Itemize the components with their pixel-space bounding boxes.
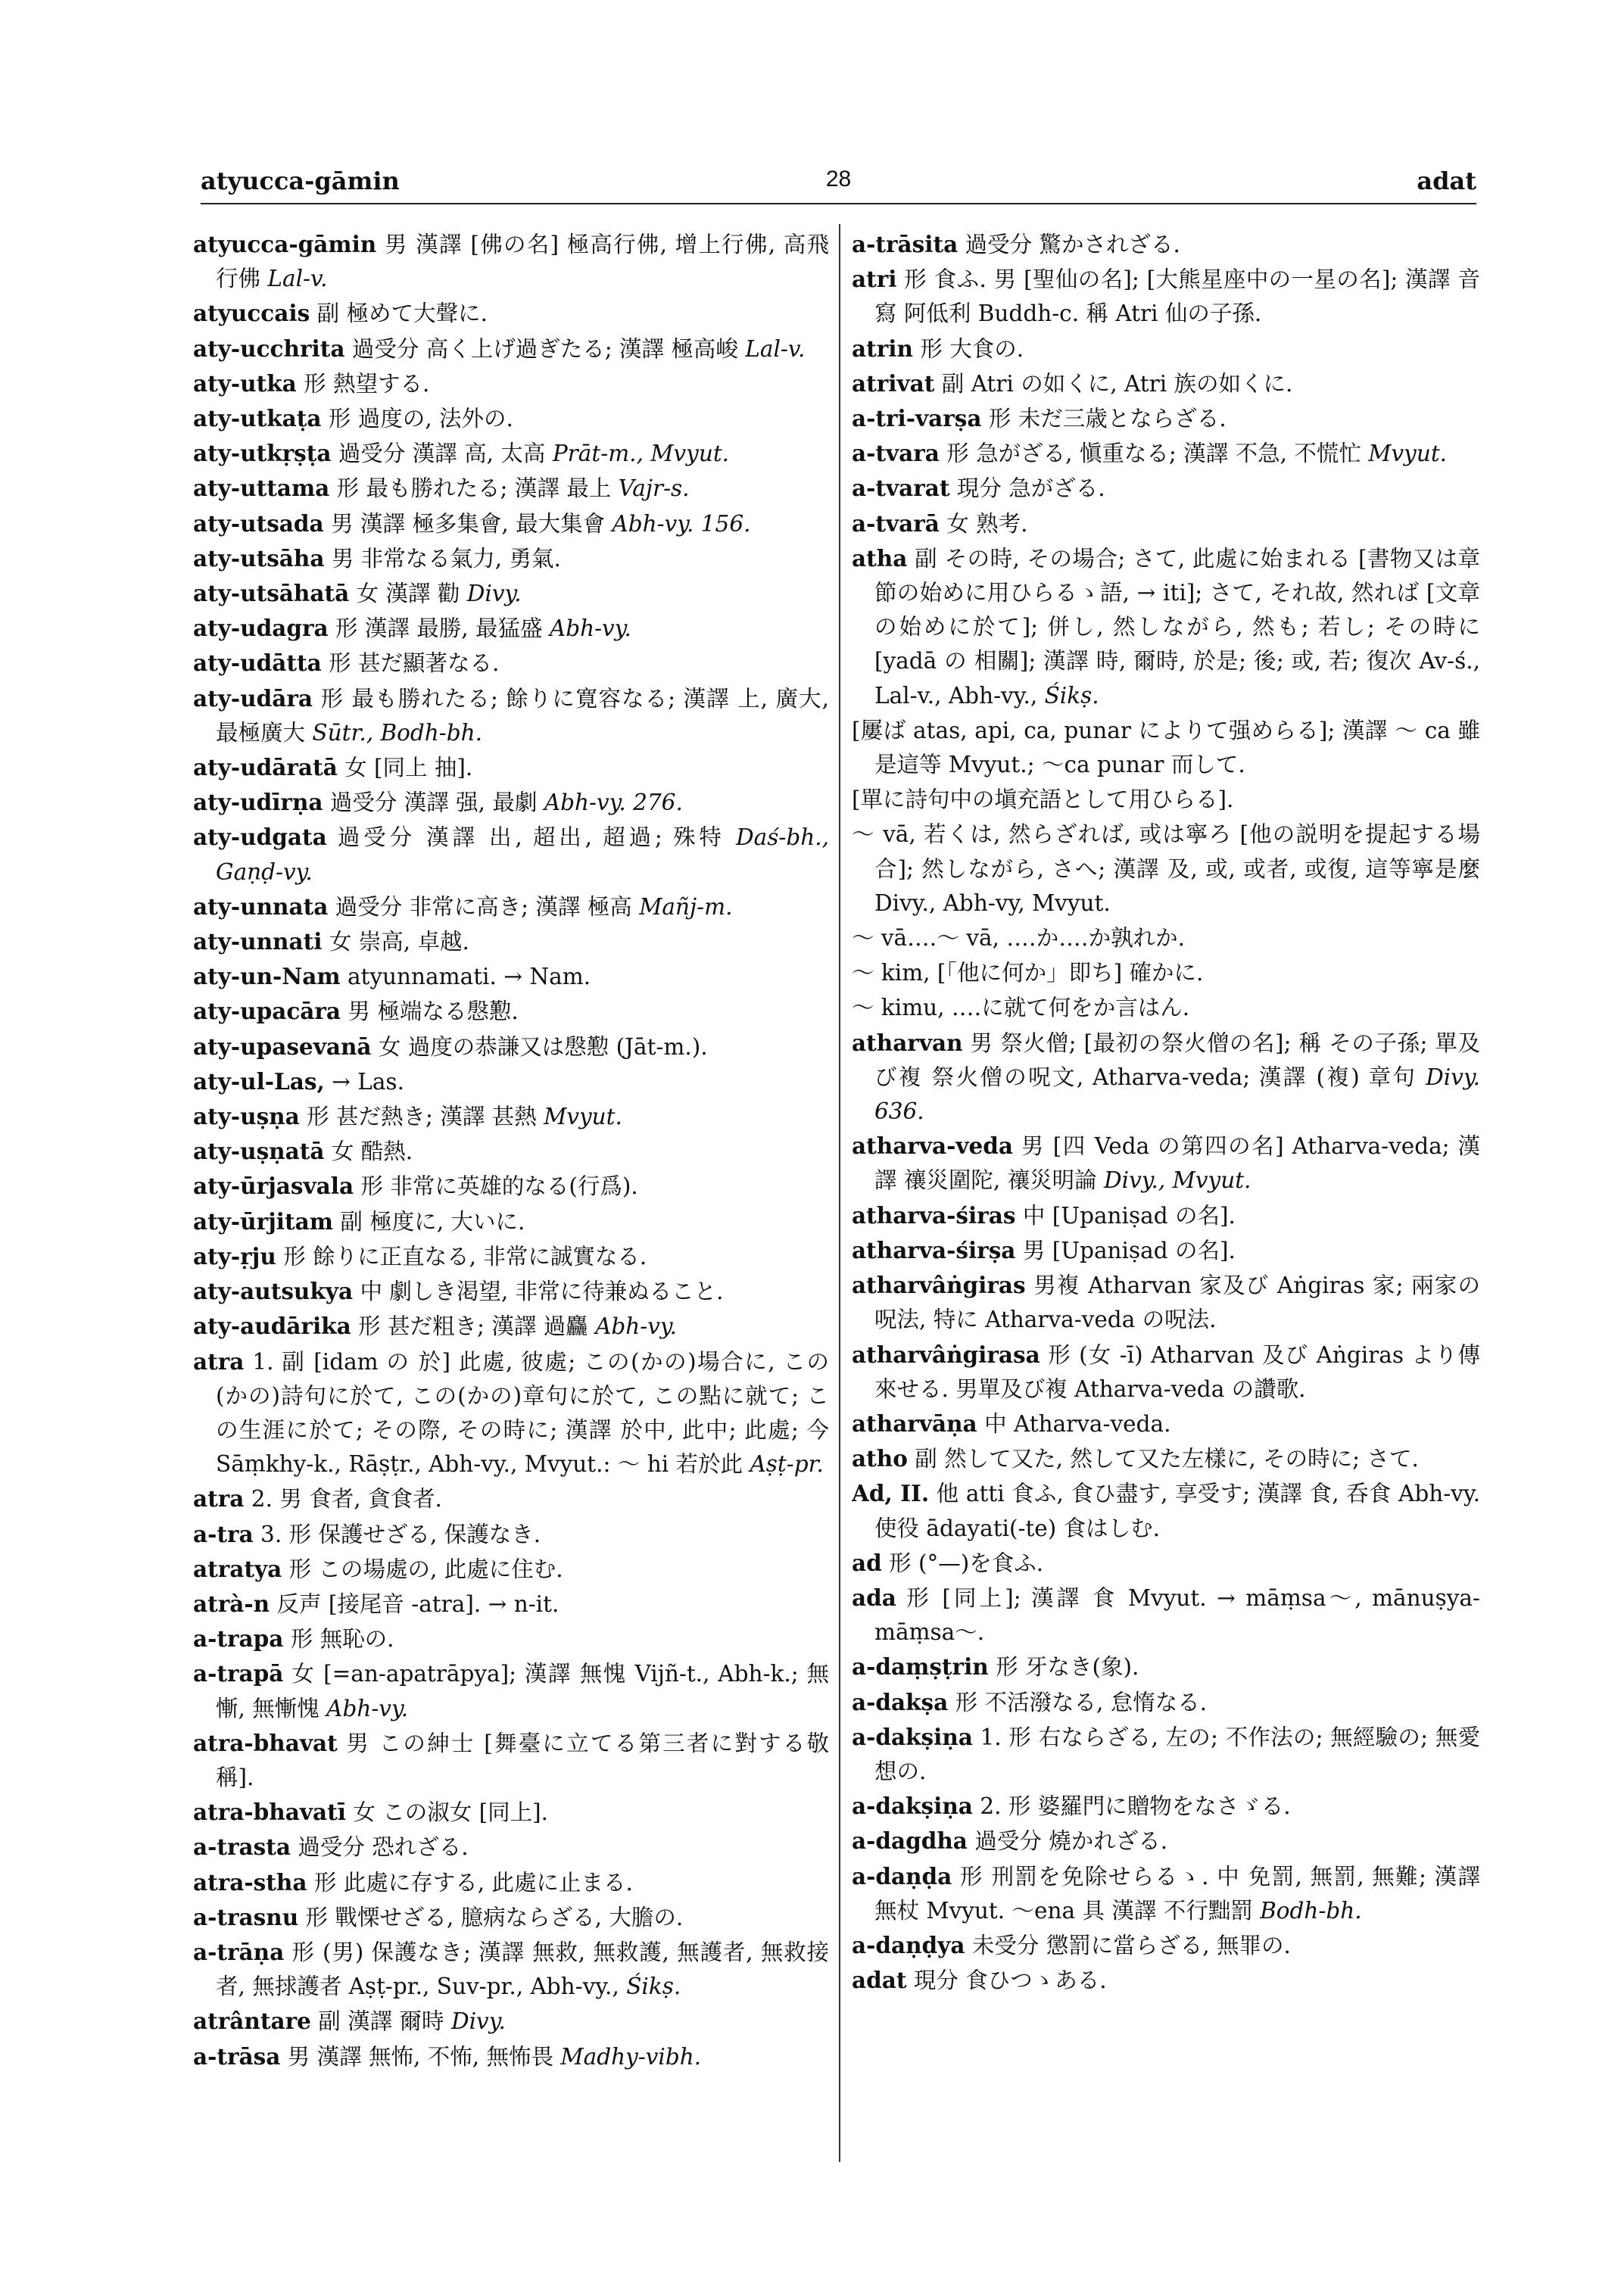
entry-definition: ～ kim, [「他に何か」即ち] 確かに.	[852, 960, 1204, 986]
dictionary-entry	[193, 296, 829, 331]
dictionary-entry	[852, 921, 1480, 955]
entry-definition: 過受分 非常に高き; 漢譯 極高	[335, 893, 632, 920]
dictionary-entry	[852, 1963, 1480, 1998]
dictionary-entry	[193, 1099, 829, 1134]
entry-definition: 1. 形 右ならざる, 左の; 不作法の; 無經驗の; 無愛想の.	[874, 1724, 1480, 1784]
dictionary-entry	[193, 227, 829, 296]
dictionary-entry	[852, 817, 1480, 921]
entry-headword: atra-bhavat	[193, 1729, 338, 1756]
entry-headword: a-trāṇa	[193, 1938, 285, 1965]
dictionary-entry	[193, 366, 829, 401]
entry-definition: 女 崇高, 卓越.	[329, 929, 469, 955]
entry-headword: atyuccais	[193, 300, 310, 327]
entry-definition: 男 この紳士 [舞臺に立てる第三者に對する敬稱].	[216, 1730, 829, 1790]
right-column	[852, 227, 1480, 2187]
entry-definition: 形 刑罰を免除せらるゝ. 中 免罰, 無罰, 無難; 漢譯 無杖 Mvyut. ～ena 具 漢譯 不行黜罰	[874, 1863, 1480, 1924]
entry-definition: 中 Atharva-veda.	[984, 1410, 1171, 1437]
entry-definition: 副 その時, その場合; さて, 此處に始まれる [書物又は章節の始めに用ひらるゝ語, → iti]; さて, それ故, 然れば [文章の始めに於て]; 併し, 然しながら, 然も; 若し; その時に [yadā の 相關]; 漢譯 時, 爾時, 於是; 後; 或, 若; 復次 Av-ś., Lal-v., Abh-vy.,	[874, 545, 1480, 709]
entry-definition: 過受分 驚かされざる.	[965, 232, 1180, 257]
entry-headword: atra-bhavatī	[193, 1799, 346, 1826]
dictionary-entry	[193, 889, 829, 924]
dictionary-entry	[852, 1268, 1480, 1337]
dictionary-entry	[193, 2039, 829, 2074]
entry-definition: 男複 Atharvan 家及び Aṅgiras 家; 兩家の呪法, 特に Atharva-veda の呪法.	[874, 1273, 1480, 1333]
entry-definition: 過受分 漢譯 强, 最劇	[329, 790, 538, 816]
entry-definition: 男 [四 Veda の第四の名] Atharva-veda; 漢譯 禳災圍陀, 禳災明論	[874, 1133, 1480, 1194]
entry-definition: ～ kimu, ‥‥に就て何をか言はん.	[852, 995, 1190, 1021]
entry-definition: 形 甚だ顯著なる.	[329, 650, 500, 677]
dictionary-entry	[193, 1309, 829, 1344]
entry-source: Abh-vy. 156.	[612, 510, 751, 537]
entry-definition: 副 然して又た, 然して又た左樣に, その時に; さて.	[915, 1446, 1419, 1472]
dictionary-entry	[852, 1407, 1480, 1441]
entry-headword: aty-ūrjasvala	[193, 1173, 354, 1200]
entry-headword: aty-audārika	[193, 1313, 351, 1340]
entry-definition: 2. 形 婆羅門に贈物をなさゞる.	[980, 1793, 1291, 1820]
dictionary-entry	[852, 541, 1480, 713]
dictionary-entry	[193, 1726, 829, 1795]
entry-definition: 形 最も勝れたる; 餘りに寛容なる; 漢譯 上, 廣大, 最極廣大	[216, 685, 829, 746]
entry-definition: 女 酷熱.	[331, 1139, 413, 1165]
dictionary-entry	[852, 1026, 1480, 1129]
entry-definition: 形 大食の.	[920, 335, 1024, 362]
dictionary-entry	[852, 1650, 1480, 1684]
dictionary-entry	[852, 366, 1480, 401]
dictionary-entry	[852, 1685, 1480, 1720]
dictionary-entry	[193, 1064, 829, 1099]
dictionary-entry	[852, 227, 1480, 262]
entry-headword: aty-udāratā	[193, 754, 338, 781]
entry-definition: 形 戰慄せざる, 臆病ならざる, 大膽の.	[305, 1904, 684, 1930]
entry-headword: aty-utsāha	[193, 544, 325, 572]
dictionary-entry	[852, 1928, 1480, 1963]
entry-definition: 形 この場處の, 此處に住む.	[288, 1556, 563, 1582]
entry-source: Divy., Mvyut.	[1104, 1167, 1252, 1194]
entry-headword: ad	[852, 1549, 882, 1576]
entry-headword: a-tra	[193, 1520, 254, 1547]
dictionary-entry	[193, 1274, 829, 1309]
dictionary-entry	[852, 1129, 1480, 1198]
entry-definition: 過受分 漢譯 高, 太高	[338, 441, 546, 467]
running-head	[201, 167, 1476, 204]
dictionary-entry	[193, 924, 829, 959]
entry-headword: atharva-śirṣa	[852, 1236, 1016, 1263]
entry-definition: 現分 急がざる.	[956, 475, 1105, 502]
entry-definition: 男 [Upaniṣad の名].	[1022, 1237, 1236, 1263]
entry-headword: atra	[193, 1485, 245, 1513]
entry-definition: 男 非常なる氣力, 勇氣.	[331, 545, 561, 572]
dictionary-entry	[852, 1789, 1480, 1824]
entry-headword: atharvan	[852, 1029, 963, 1056]
dictionary-entry	[193, 1552, 829, 1587]
dictionary-entry	[193, 1900, 829, 1935]
entry-source: Sūtr., Bodh-bh.	[312, 719, 483, 746]
entry-definition: 形 急がざる, 愼重なる; 漢譯 不急, 不慌忙	[946, 441, 1361, 467]
dictionary-entry	[193, 332, 829, 366]
entry-definition: 3. 形 保護せざる, 保護なき.	[260, 1521, 541, 1547]
entry-headword: aty-autsukya	[193, 1278, 354, 1305]
dictionary-entry	[852, 990, 1480, 1025]
entry-headword: a-tri-varṣa	[852, 405, 982, 432]
dictionary-entry	[193, 820, 829, 889]
entry-headword: aty-utsada	[193, 509, 324, 537]
entry-definition: 未受分 懲罰に當らざる, 無罪の.	[971, 1932, 1291, 1958]
entry-definition: 副 Atri の如くに, Atri 族の如くに.	[941, 370, 1293, 397]
entry-headword: a-tvarat	[852, 475, 950, 502]
entry-headword: aty-unnata	[193, 893, 329, 920]
entry-headword: a-trasta	[193, 1833, 291, 1861]
entry-definition: 他 atti 食ふ, 食ひ盡す, 享受す; 漢譯 食, 呑食 Abh-vy. 使役 ādayati(-te) 食はしむ.	[874, 1481, 1480, 1541]
entry-definition: [屢ば atas, api, ca, punar によりて强めらる]; 漢譯 ～ ca 雖是這等 Mvyut.; ～ca punar 而して.	[852, 717, 1480, 778]
dictionary-entry	[193, 541, 829, 576]
entry-source: Divy.	[450, 2008, 506, 2035]
dictionary-entry	[193, 611, 829, 646]
entry-headword: aty-ūrjitam	[193, 1207, 333, 1235]
dictionary-entry	[852, 1338, 1480, 1407]
entry-headword: a-daṇḍya	[852, 1931, 965, 1958]
entry-headword: aty-unnati	[193, 928, 323, 955]
entry-headword: atharva-śiras	[852, 1201, 1016, 1229]
dictionary-entry	[852, 262, 1480, 331]
entry-source: Divy.	[466, 581, 522, 607]
dictionary-entry	[852, 506, 1480, 541]
entry-definition: 副 極度に, 大いに.	[340, 1208, 525, 1235]
entry-definition: 女 熟考.	[946, 510, 1028, 537]
page-number: 28	[825, 167, 852, 192]
entry-headword: aty-ucchrita	[193, 335, 345, 362]
entry-headword: atharvāṇa	[852, 1410, 977, 1437]
dictionary-entry	[193, 1865, 829, 1900]
entry-definition: 形 不活潑なる, 怠惰なる.	[955, 1689, 1208, 1715]
entry-headword: aty-un-Nam	[193, 963, 341, 990]
entry-headword: atho	[852, 1445, 908, 1472]
entry-definition: 形 餘りに正直なる, 非常に誠實なる.	[283, 1243, 647, 1270]
entry-definition: 形 甚だ粗き; 漢譯 過麤	[358, 1313, 588, 1340]
entry-headword: a-dakṣiṇa	[852, 1793, 973, 1820]
header-rule	[201, 203, 1476, 204]
entry-headword: aty-udāra	[193, 684, 313, 712]
running-head-right: adat	[1417, 167, 1476, 195]
dictionary-entry	[193, 1239, 829, 1274]
entry-headword: a-dakṣiṇa	[852, 1723, 973, 1750]
entry-source: Madhy-vibh.	[560, 2043, 702, 2070]
entry-source: Bodh-bh.	[1260, 1897, 1362, 1924]
entry-source: Śikṣ.	[626, 1974, 681, 2000]
dictionary-entry	[852, 1233, 1480, 1268]
entry-definition: 女 [=an-apatrāpya]; 漢譯 無愧 Vijñ-t., Abh-k.; 無慚, 無慚愧	[216, 1661, 829, 1721]
entry-source: Mvyut.	[1368, 441, 1448, 467]
entry-definition: 形 此處に存する, 此處に止まる.	[313, 1869, 633, 1896]
dictionary-entry	[193, 1935, 829, 2004]
entry-headword: a-trapā	[193, 1660, 284, 1687]
column-divider	[839, 224, 840, 2162]
dictionary-entry	[852, 332, 1480, 366]
entry-definition: 男 漢譯 [佛の名] 極高行佛, 增上行佛, 高飛行佛	[216, 232, 829, 292]
entry-headword: aty-ul-Las,	[193, 1067, 325, 1095]
entry-headword: a-dagdha	[852, 1827, 968, 1855]
dictionary-entry	[852, 955, 1480, 990]
dictionary-entry	[193, 959, 829, 994]
entry-source: Divy. 636.	[874, 1064, 1480, 1125]
entry-definition: 過受分 高く上げ過ぎたる; 漢譯 極高峻	[351, 335, 738, 362]
dictionary-entry	[193, 750, 829, 785]
entry-headword: aty-uṣṇatā	[193, 1138, 325, 1165]
entry-definition: 形 未だ三歳とならざる.	[988, 406, 1227, 432]
entry-headword: aty-udgata	[193, 824, 327, 851]
dictionary-entry	[193, 401, 829, 436]
entry-headword: aty-udagra	[193, 615, 329, 642]
entry-headword: atrin	[852, 335, 913, 362]
entry-headword: atrà-n	[193, 1590, 270, 1617]
dictionary-entry	[852, 436, 1480, 471]
entry-definition: 1. 副 [idam の 於] 此處, 彼處; この(かの)場合に, この(かの)詩句に於て, この(かの)章句に於て, この點に就て; この生涯に於て; その際, その時に; 漢譯 於中, 此中; 此處; 今 Sāṃkhy-k., Rāṣṭr., Abh-vy., Mvyut.: ～ hi 若於此	[216, 1348, 829, 1478]
entry-definition: 形 甚だ熱き; 漢譯 甚熱	[307, 1104, 537, 1130]
dictionary-entry	[852, 1720, 1480, 1789]
entry-definition: 男 極端なる慇懃.	[348, 999, 519, 1025]
entry-definition: 2. 男 食者, 貪食者.	[251, 1486, 442, 1513]
entry-source: Śikṣ.	[1044, 682, 1099, 709]
entry-definition: ～ vā‥‥～ vā, ‥‥か‥‥か孰れか.	[852, 925, 1185, 952]
running-head-left: atyucca-gāmin	[201, 167, 400, 195]
entry-definition: 副 極めて大聲に.	[316, 301, 488, 327]
entry-definition: 副 漢譯 爾時	[318, 2008, 444, 2035]
entry-definition: 過受分 恐れざる.	[298, 1834, 469, 1861]
entry-headword: ada	[852, 1584, 896, 1611]
entry-definition: 中 劇しき渇望, 非常に待兼ぬること.	[360, 1279, 724, 1305]
dictionary-entry	[193, 1622, 829, 1656]
dictionary-entry	[193, 785, 829, 820]
entry-definition: 女 [同上 抽].	[344, 755, 473, 781]
entry-headword: atrivat	[852, 369, 935, 397]
entry-definition: 男 漢譯 極多集會, 最大集會	[331, 510, 606, 537]
entry-headword: aty-udātta	[193, 650, 322, 677]
entry-headword: atharvâṅgiras	[852, 1272, 1026, 1299]
entry-headword: aty-upasevanā	[193, 1033, 372, 1060]
entry-headword: a-tvarā	[852, 509, 940, 537]
entry-definition: 形 無恥の.	[290, 1626, 394, 1653]
entry-headword: a-trāsita	[852, 231, 959, 257]
entry-definition: → Las.	[332, 1068, 404, 1095]
entry-headword: atharva-veda	[852, 1132, 1013, 1160]
entry-source: Abh-vy.	[326, 1695, 409, 1721]
dictionary-entry	[193, 1030, 829, 1064]
dictionary-entry	[852, 471, 1480, 506]
entry-headword: atra	[193, 1347, 245, 1375]
dictionary-entry	[193, 994, 829, 1029]
dictionary-entry	[193, 1481, 829, 1516]
entry-definition: 反声 [接尾音 -atra]. → n-it.	[276, 1590, 560, 1617]
entry-headword: aty-ṛju	[193, 1242, 276, 1270]
dictionary-entry	[193, 1795, 829, 1830]
dictionary-entry	[852, 401, 1480, 436]
entry-definition: 女 過度の恭謙又は慇懃 (Jāt-m.).	[378, 1033, 708, 1060]
entry-definition: 形 非常に英雄的なる(行爲).	[360, 1173, 638, 1200]
entry-headword: atra-stha	[193, 1868, 307, 1896]
entry-headword: aty-utsāhatā	[193, 580, 350, 607]
entry-definition: 形 [同上]; 漢譯 食 Mvyut. → māṃsa～, mānuṣya-māṃsa～.	[874, 1584, 1480, 1646]
entry-definition: 過受分 漢譯 出, 超出, 超過; 殊特	[337, 824, 725, 851]
entry-definition: 形 (女 -ī) Atharvan 及び Aṅgiras より傳來せる. 男單及び複 Atharva-veda の讚歌.	[874, 1341, 1480, 1402]
entry-definition: 男 祭火僧; [最初の祭火僧の名]; 稱 その子孫; 單及び複 祭火僧の呪文, Atharva-veda; 漢譯 (複) 章句	[874, 1030, 1480, 1090]
entry-definition: 形 漢譯 最勝, 最猛盛	[335, 615, 543, 642]
entry-definition: 過受分 燒かれざる.	[974, 1828, 1168, 1855]
dictionary-entry	[193, 1517, 829, 1552]
entry-headword: a-trāsa	[193, 2042, 281, 2070]
entry-source: Abh-vy.	[595, 1313, 678, 1340]
entry-headword: aty-uṣṇa	[193, 1103, 300, 1130]
entry-source: Lal-v.	[267, 266, 328, 292]
dictionary-entry	[852, 1581, 1480, 1650]
entry-headword: aty-uttama	[193, 475, 330, 502]
entry-definition: 形 食ふ. 男 [聖仙の名]; [大熊星座中の一星の名]; 漢譯 音寫 阿低利 Buddh-c. 稱 Atri 仙の子孫.	[874, 266, 1480, 327]
entry-headword: atri	[852, 266, 897, 293]
dictionary-entry	[852, 1859, 1480, 1928]
entry-definition: 形 牙なき(象).	[996, 1654, 1139, 1681]
dictionary-entry	[193, 1344, 829, 1482]
entry-source: Mvyut.	[544, 1104, 622, 1130]
entry-headword: adat	[852, 1967, 907, 1994]
dictionary-entry	[193, 1204, 829, 1239]
entry-definition: [單に詩句中の塡充語として用ひらる].	[852, 787, 1234, 813]
dictionary-entry	[852, 1198, 1480, 1233]
dictionary-entry	[193, 576, 829, 611]
entry-definition: 女 この淑女 [同上].	[353, 1799, 548, 1826]
entry-source: Lal-v.	[745, 335, 806, 362]
entry-headword: atrântare	[193, 2008, 311, 2035]
entry-headword: atharvâṅgirasa	[852, 1341, 1040, 1368]
dictionary-entry	[852, 713, 1480, 782]
entry-definition: 形 最も勝れたる; 漢譯 最上	[336, 475, 612, 502]
dictionary-entry	[193, 1134, 829, 1169]
dictionary-entry	[852, 1476, 1480, 1545]
entry-headword: aty-utkaṭa	[193, 405, 322, 432]
entry-headword: a-trasnu	[193, 1903, 299, 1930]
entry-definition: 形 過度の, 法外の.	[328, 406, 513, 432]
entry-definition: 形 (男) 保護なき; 漢譯 無救, 無救護, 無護者, 無救接者, 無捄護者 Aṣṭ-pr., Suv-pr., Abh-vy.,	[216, 1939, 829, 2000]
dictionary-entry	[193, 2004, 829, 2039]
dictionary-entry	[193, 436, 829, 471]
entry-source: Prāt-m., Mvyut.	[552, 441, 730, 467]
entry-definition: 形 熱望する.	[304, 370, 430, 397]
entry-headword: a-trapa	[193, 1625, 284, 1653]
entry-headword: Ad, II.	[852, 1480, 930, 1507]
entry-headword: atyucca-gāmin	[193, 231, 377, 257]
entry-definition: 現分 食ひつゝある.	[913, 1967, 1107, 1994]
dictionary-entry	[193, 1830, 829, 1865]
entry-definition: 形 (°—)を食ふ.	[889, 1550, 1044, 1576]
entry-source: Abh-vy.	[549, 615, 631, 642]
dictionary-entry	[193, 1169, 829, 1204]
entry-source: Vajr-s.	[618, 475, 690, 502]
dictionary-entry	[852, 1824, 1480, 1858]
entry-headword: aty-utkṛṣṭa	[193, 440, 332, 467]
entry-definition: 中 [Upaniṣad の名].	[1022, 1202, 1236, 1229]
dictionary-entry	[193, 646, 829, 681]
entry-headword: a-daṇḍa	[852, 1862, 952, 1890]
entry-definition: 男 漢譯 無怖, 不怖, 無怖畏	[287, 2043, 554, 2070]
entry-headword: aty-upacāra	[193, 998, 341, 1025]
entry-source: Mañj-m.	[639, 893, 733, 920]
entry-headword: atha	[852, 544, 908, 572]
dictionary-entry	[852, 1441, 1480, 1476]
entry-source: Abh-vy. 276.	[544, 790, 683, 816]
entry-headword: atratya	[193, 1555, 282, 1582]
entry-headword: a-tvara	[852, 440, 940, 467]
dictionary-entry	[852, 782, 1480, 817]
entry-source: Aṣṭ-pr.	[750, 1451, 824, 1478]
dictionary-entry	[193, 506, 829, 541]
dictionary-entry	[193, 1587, 829, 1622]
dictionary-entry	[193, 681, 829, 750]
entry-source: Daś-bh., Gaṇḍ-vy.	[216, 824, 829, 885]
entry-definition: ～ vā, 若くは, 然らざれば, 或は寧ろ [他の説明を提起する場合]; 然しながら, さへ; 漢譯 及, 或, 或者, 或復, 這等寧是麼 Divy., Abh-vy, Mvyut.	[852, 821, 1480, 916]
left-column	[193, 227, 829, 2187]
entry-headword: aty-udīrṇa	[193, 789, 323, 816]
entry-headword: a-dakṣa	[852, 1688, 949, 1715]
entry-headword: a-daṃṣṭrin	[852, 1653, 989, 1681]
dictionary-entry	[193, 1656, 829, 1725]
entry-definition: atyunnamati. → Nam.	[347, 964, 591, 990]
entry-definition: 女 漢譯 勸	[356, 581, 460, 607]
dictionary-entry	[852, 1546, 1480, 1581]
entry-headword: aty-utka	[193, 369, 297, 397]
dictionary-entry	[193, 471, 829, 506]
